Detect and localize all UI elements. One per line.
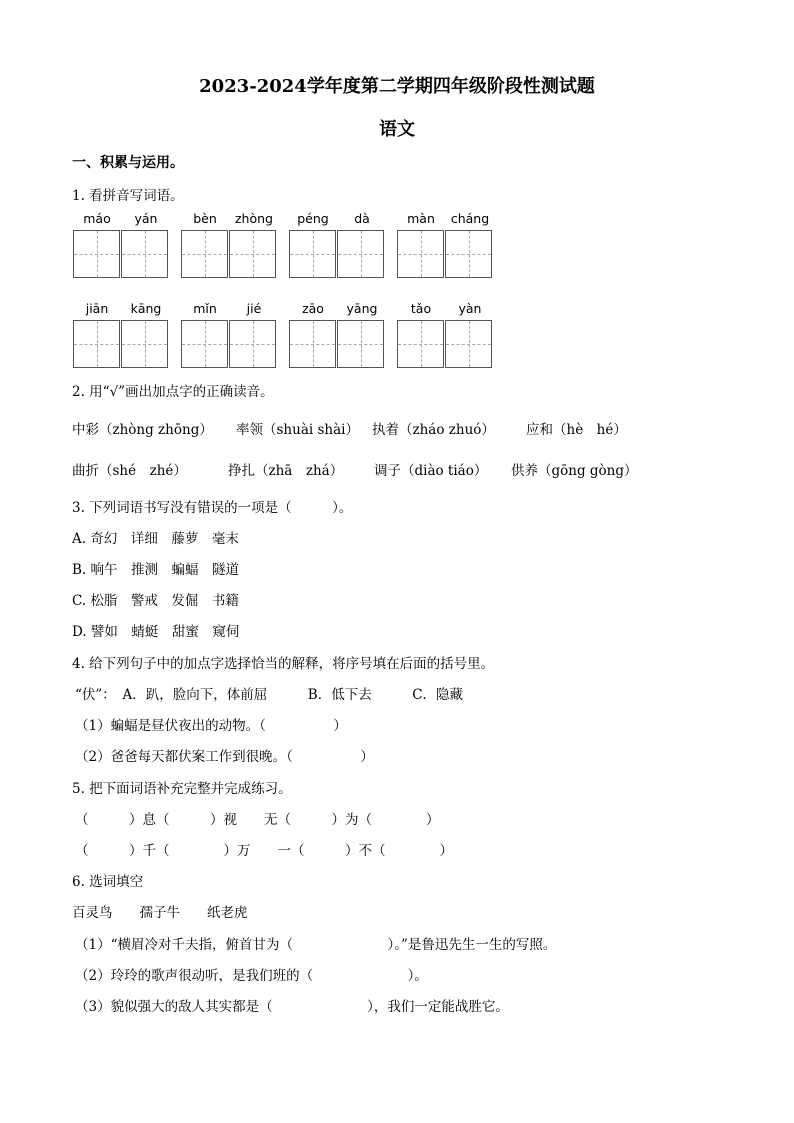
page-title: 2023-2024学年度第二学期四年级阶段性测试题 [199, 76, 595, 97]
definition-list: “伏”： A．趴，脸向下，体前屈 B．低下去 C．隐藏 [75, 687, 464, 703]
word-bank: 百灵鸟 孺子牛 纸老虎 [72, 905, 248, 921]
writing-box[interactable] [229, 230, 276, 278]
pinyin-label: yāng [346, 301, 378, 316]
q2-prompt: 2. 用“√”画出加点字的正确读音。 [72, 384, 274, 400]
writing-box[interactable] [181, 230, 228, 278]
writing-box[interactable] [121, 320, 168, 368]
writing-box[interactable] [445, 230, 492, 278]
writing-box[interactable] [73, 320, 120, 368]
q1-prompt: 1. 看拼音写词语。 [72, 188, 184, 204]
option-c[interactable]: C. 松脂 警戒 发倔 书籍 [72, 593, 239, 609]
pronunciation-item[interactable]: 调子（diào tiáo） [374, 463, 488, 479]
writing-box[interactable] [289, 230, 336, 278]
fill-item[interactable]: （2）玲玲的歌声很动听，是我们班的（ ）。 [75, 968, 428, 984]
pinyin-label: yán [134, 211, 158, 226]
writing-box[interactable] [445, 320, 492, 368]
pinyin-label: cháng [450, 211, 490, 226]
option-b[interactable]: B. 响午 推测 蝙蝠 隧道 [72, 562, 240, 578]
pinyin-label: màn [407, 211, 435, 226]
writing-box[interactable] [337, 230, 384, 278]
writing-box[interactable] [397, 320, 444, 368]
pinyin-label: tǎo [410, 301, 432, 316]
pinyin-label: zhòng [235, 211, 273, 226]
pronunciation-item[interactable]: 供养（gōng gòng） [511, 463, 638, 479]
pinyin-label: jié [246, 301, 262, 316]
pinyin-label: máo [83, 211, 111, 226]
subject-title: 语文 [379, 119, 415, 140]
pronunciation-item[interactable]: 曲折（shé zhé） [72, 463, 187, 479]
q3-prompt: 3. 下列词语书写没有错误的一项是（ ）。 [72, 500, 353, 516]
fill-item[interactable]: （1）“横眉冷对千夫指，俯首甘为（ ）。”是鲁迅先生一生的写照。 [75, 937, 557, 953]
writing-box[interactable] [289, 320, 336, 368]
pronunciation-item[interactable]: 执着（zháo zhuó） [372, 422, 495, 438]
section-heading: 一、积累与运用。 [72, 155, 184, 171]
pronunciation-item[interactable]: 率领（shuài shài） [236, 422, 359, 438]
writing-box[interactable] [73, 230, 120, 278]
writing-box[interactable] [397, 230, 444, 278]
pinyin-label: yàn [458, 301, 482, 316]
writing-box[interactable] [229, 320, 276, 368]
fill-item[interactable]: （3）貌似强大的敌人其实都是（ ），我们一定能战胜它。 [75, 999, 509, 1015]
idiom-row[interactable]: （ ）千（ ）万 一（ ）不（ ） [75, 843, 453, 859]
q4-prompt: 4. 给下列句子中的加点字选择恰当的解释，将序号填在后面的括号里。 [72, 656, 495, 672]
q5-prompt: 5. 把下面词语补充完整并完成练习。 [72, 781, 292, 797]
pinyin-label: péng [297, 211, 329, 226]
pinyin-label: bèn [193, 211, 217, 226]
pinyin-label: jiān [85, 301, 109, 316]
q6-prompt: 6. 选词填空 [72, 874, 144, 890]
writing-box[interactable] [121, 230, 168, 278]
writing-box[interactable] [181, 320, 228, 368]
pinyin-label: mǐn [193, 301, 217, 316]
pinyin-label: kāng [130, 301, 162, 316]
fill-item[interactable]: （2）爸爸每天都伏案工作到很晚。（ ） [75, 749, 374, 765]
writing-box[interactable] [337, 320, 384, 368]
option-d[interactable]: D. 譬如 蜻蜓 甜蜜 窥伺 [72, 624, 240, 640]
idiom-row[interactable]: （ ）息（ ）视 无（ ）为（ ） [75, 812, 440, 828]
pronunciation-item[interactable]: 中彩（zhòng zhōng） [72, 422, 213, 438]
pronunciation-item[interactable]: 应和（hè hé） [526, 422, 627, 438]
pronunciation-item[interactable]: 挣扎（zhā zhá） [228, 463, 344, 479]
fill-item[interactable]: （1）蝙蝠是昼伏夜出的动物。（ ） [75, 718, 347, 734]
pinyin-label: dà [354, 211, 370, 226]
option-a[interactable]: A. 奇幻 详细 藤萝 毫末 [72, 531, 239, 547]
pinyin-label: zāo [302, 301, 324, 316]
